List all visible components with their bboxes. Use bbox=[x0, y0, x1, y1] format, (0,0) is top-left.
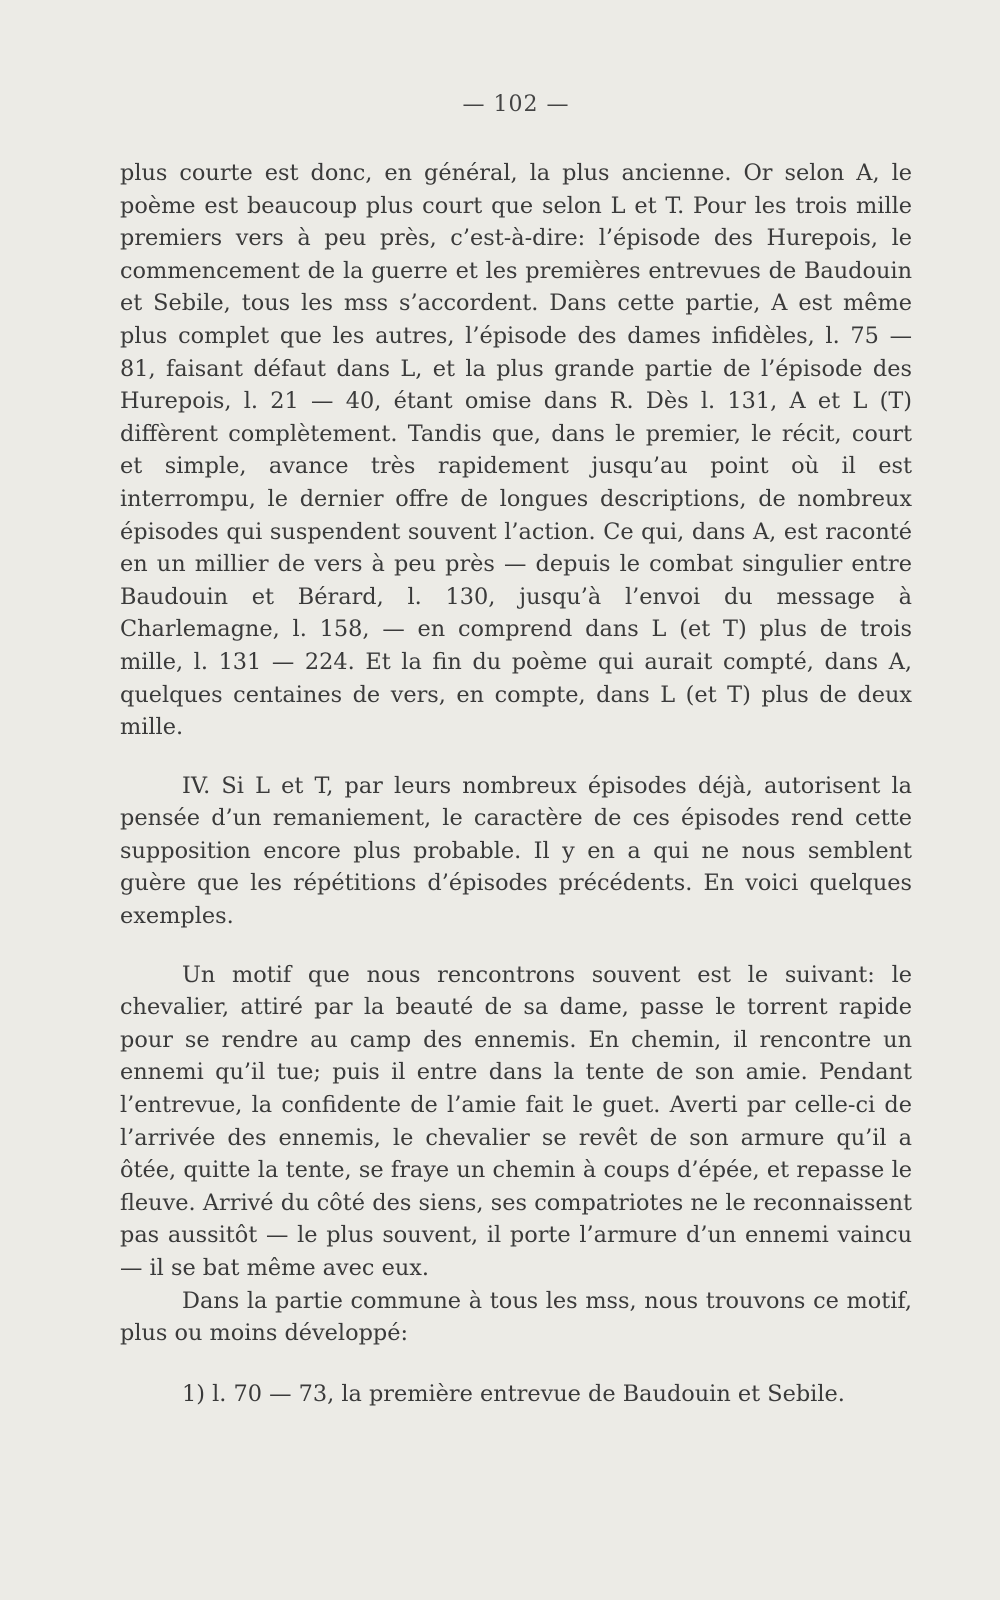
paragraph-1: plus courte est donc, en général, la plus ancienne. Or selon A, le poème est beaucoup plus court que selon L et T. Pour les trois mille premiers vers à peu près, c’est-à-dire: l’épisode des Hurepois, le commencement de la guerre et les premières entrevues de Baudouin et Sebile, tous les mss s’accordent. Dans cette partie, A est même plus complet que les autres, l’épisode des dames infidèles, l. 75 — 81, faisant défaut dans L, et la plus grande partie de l’épisode des Hurepois, l. 21 — 40, étant omise dans R. Dès l. 131, A et L (T) diffèrent complètement. Tandis que, dans le premier, le récit, court et simple, avance très rapidement jusqu’au point où il est interrompu, le dernier offre de longues descriptions, de nombreux épisodes qui suspendent souvent l’action. Ce qui, dans A, est raconté en un millier de vers à peu près — depuis le combat singulier entre Baudouin et Bérard, l. 130, jusqu’à l’envoi du message à Charlemagne, l. 158, — en comprend dans L (et T) plus de trois mille, l. 131 — 224. Et la fin du poème qui aurait compté, dans A, quelques centaines de vers, en compte, dans L (et T) plus de deux mille. bbox=[120, 160, 912, 741]
paragraph-3: Un motif que nous rencontrons souvent est le suivant: le chevalier, attiré par la beauté de sa dame, passe le torrent rapide pour se rendre au camp des ennemis. En chemin, il rencontre un ennemi qu’il tue; puis il entre dans la tente de son amie. Pendant l’entrevue, la confidente de l’amie fait le guet. Averti par celle-ci de l’arrivée des ennemis, le chevalier se revêt de son armure qu’il a ôtée, quitte la tente, se fraye un chemin à coups d’épée, et repasse le fleuve. Arrivé du côté des siens, ses compatriotes ne le reconnaissent pas aussitôt — le plus souvent, il porte l’armure d’un ennemi vaincu — il se bat même avec eux. bbox=[120, 961, 912, 1281]
page-number: — 102 — bbox=[462, 92, 570, 117]
paragraph-2: IV. Si L et T, par leurs nombreux épisodes déjà, autorisent la pensée d’un remaniement, le caractère de ces épisodes rend cette supposition encore plus probable. Il y en a qui ne nous semblent guère que les répétitions d’épisodes précédents. En voici quelques exemples. bbox=[120, 772, 912, 930]
list-item-1: 1) l. 70 — 73, la première entrevue de Baudouin et Sebile. bbox=[182, 1380, 845, 1407]
paragraph-4: Dans la partie commune à tous les mss, nous trouvons ce motif, plus ou moins développé: bbox=[120, 1287, 912, 1347]
